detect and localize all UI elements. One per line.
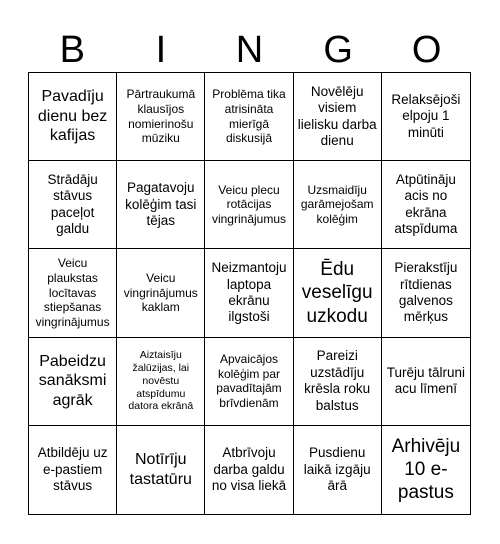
bingo-cell[interactable] xyxy=(205,73,293,161)
cell-text: Neizmantoju laptopa ekrānu ilgstoši xyxy=(211,260,287,325)
bingo-cell[interactable] xyxy=(382,249,470,337)
bingo-cell[interactable] xyxy=(294,161,382,249)
cell-text: Veicu plecu rotācijas vingrinājumus xyxy=(211,182,287,227)
bingo-cell[interactable] xyxy=(205,249,293,337)
bingo-cell[interactable] xyxy=(294,73,382,161)
cell-text: Relaksējoši elpoju 1 minūti xyxy=(391,91,461,140)
cell-text: Atbildēju uz e-pastiem stāvus xyxy=(37,445,108,494)
cell-text: Strādāju stāvus paceļot galdu xyxy=(47,171,98,237)
bingo-cell[interactable] xyxy=(205,338,293,426)
header-letter-g: G xyxy=(323,29,353,71)
cell-text: Notīrīju tastatūru xyxy=(129,451,192,488)
bingo-cell[interactable] xyxy=(117,73,205,161)
header-letter-o: O xyxy=(411,29,442,71)
cell-text: Veicu vingrinājumus kaklam xyxy=(123,271,198,315)
bingo-cell[interactable] xyxy=(117,249,205,337)
bingo-cell[interactable] xyxy=(29,426,117,514)
cell-text: Pusdienu laikā izgāju ārā xyxy=(303,445,371,494)
bingo-cell[interactable] xyxy=(29,161,117,249)
cell-text: Turēju tālruni acu līmenī xyxy=(386,364,466,397)
cell-text: Veicu plaukstas locītavas stiepšanas vingrinājumus xyxy=(35,256,110,329)
bingo-cell[interactable] xyxy=(29,338,117,426)
cell-text: Pagatavoju kolēģim tasi tējas xyxy=(125,180,197,229)
bingo-cell[interactable] xyxy=(29,249,117,337)
bingo-cell[interactable] xyxy=(294,249,382,337)
cell-text: Atbrīvoju darba galdu no visa liekā xyxy=(211,445,287,494)
cell-text: Pareizi uzstādīju krēsla roku balstus xyxy=(304,348,371,413)
bingo-cell[interactable] xyxy=(117,426,205,514)
header-letter-b: B xyxy=(59,29,85,71)
cell-text: Arhivēju 10 e-pastus xyxy=(391,436,461,504)
cell-text: Atpūtināju acis no ekrāna atspīduma xyxy=(394,171,458,237)
bingo-cell[interactable] xyxy=(117,338,205,426)
bingo-cell[interactable] xyxy=(205,161,293,249)
header-letter-n: N xyxy=(235,29,264,71)
bingo-cell[interactable] xyxy=(29,73,117,161)
bingo-cell[interactable] xyxy=(117,161,205,249)
cell-text: Apvaicājos kolēģim par pavadītajām brīvdienām xyxy=(216,351,282,410)
cell-text: Problēma tika atrisināta mierīgā diskusijā xyxy=(212,87,286,146)
bingo-header xyxy=(28,28,471,72)
bingo-cell[interactable] xyxy=(294,426,382,514)
bingo-cell[interactable] xyxy=(294,338,382,426)
cell-text: Pierakstīju rītdienas galvenos mērķus xyxy=(394,260,458,325)
cell-text: Pavadīju dienu bez kafijas xyxy=(37,88,108,145)
cell-text: Aiztaisīju žalūzijas, lai novēstu atspīdumu datora ekrānā xyxy=(128,349,194,413)
bingo-cell[interactable] xyxy=(205,426,293,514)
cell-text: Pabeidzu sanāksmi agrāk xyxy=(38,352,107,409)
cell-text: Pārtraukumā klausījos nomierinošu mūziku xyxy=(126,87,196,146)
cell-text: Uzsmaidīju garāmejošam kolēģim xyxy=(300,182,374,227)
cell-text: Novēlēju visiem lielisku darba dienu xyxy=(297,83,377,149)
bingo-cell[interactable] xyxy=(382,161,470,249)
bingo-cell[interactable] xyxy=(382,426,470,514)
header-letter-i: I xyxy=(155,29,167,71)
bingo-board xyxy=(28,72,471,515)
bingo-cell[interactable] xyxy=(382,338,470,426)
cell-text: Ēdu veselīgu uzkodu xyxy=(301,259,373,327)
bingo-cell[interactable] xyxy=(382,73,470,161)
